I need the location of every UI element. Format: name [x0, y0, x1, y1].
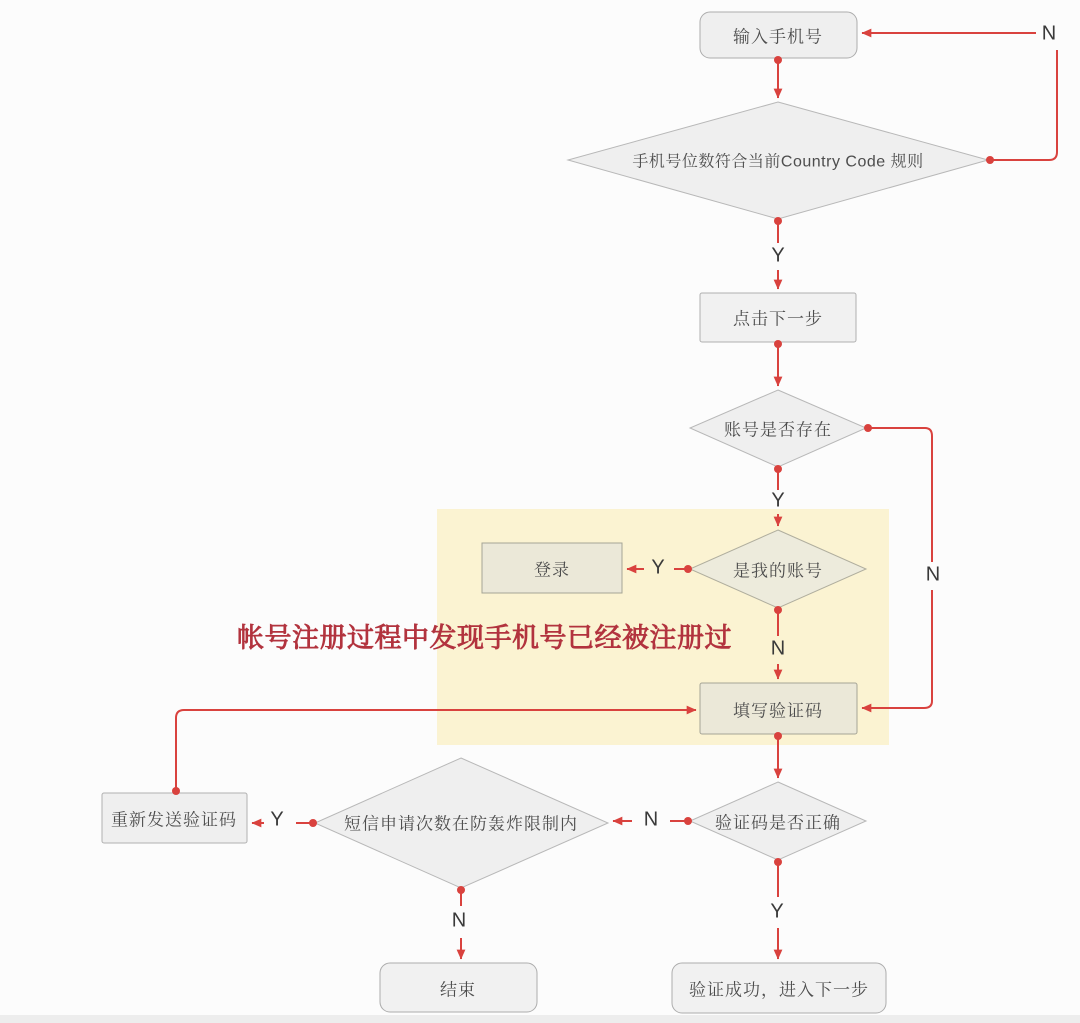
- node-account-exists-label: 账号是否存在: [724, 420, 832, 440]
- edge-label-cc-no: N: [1041, 22, 1057, 45]
- node-is-my-account-label: 是我的账号: [733, 561, 823, 581]
- node-resend-code-label: 重新发送验证码: [111, 810, 237, 830]
- edge-exists-to-code-a: [868, 428, 932, 562]
- bottom-edge-strip: [0, 1015, 1080, 1023]
- edge-label-exists-yes: Y: [771, 489, 785, 512]
- edge-exists-to-code-b: [862, 590, 932, 708]
- edge-label-cc-yes: Y: [771, 244, 785, 267]
- node-login-label: 登录: [534, 560, 570, 580]
- edge-label-sms-yes: Y: [270, 808, 284, 831]
- node-success-label: 验证成功，进入下一步: [689, 980, 869, 1000]
- node-sms-limit-label: 短信申请次数在防轰炸限制内: [344, 814, 578, 834]
- node-code-correct-label: 验证码是否正确: [715, 813, 841, 833]
- node-end-label: 结束: [440, 980, 476, 1000]
- edge-label-mine-yes: Y: [651, 556, 665, 579]
- edge-cc-to-input-down: [990, 50, 1057, 160]
- edge-label-mine-no: N: [770, 637, 786, 660]
- node-click-next-label: 点击下一步: [733, 309, 823, 329]
- edge-label-correct-yes: Y: [770, 900, 784, 923]
- node-country-code-check-label: 手机号位数符合当前Country Code 规则: [632, 153, 924, 171]
- edge-label-sms-no: N: [451, 909, 467, 932]
- edge-label-correct-no: N: [643, 808, 659, 831]
- node-input-phone-label: 输入手机号: [733, 27, 823, 47]
- annotation-text: 帐号注册过程中发现手机号已经被注册过: [237, 623, 732, 654]
- edge-label-exists-no: N: [925, 563, 941, 586]
- node-enter-code-label: 填写验证码: [733, 701, 823, 721]
